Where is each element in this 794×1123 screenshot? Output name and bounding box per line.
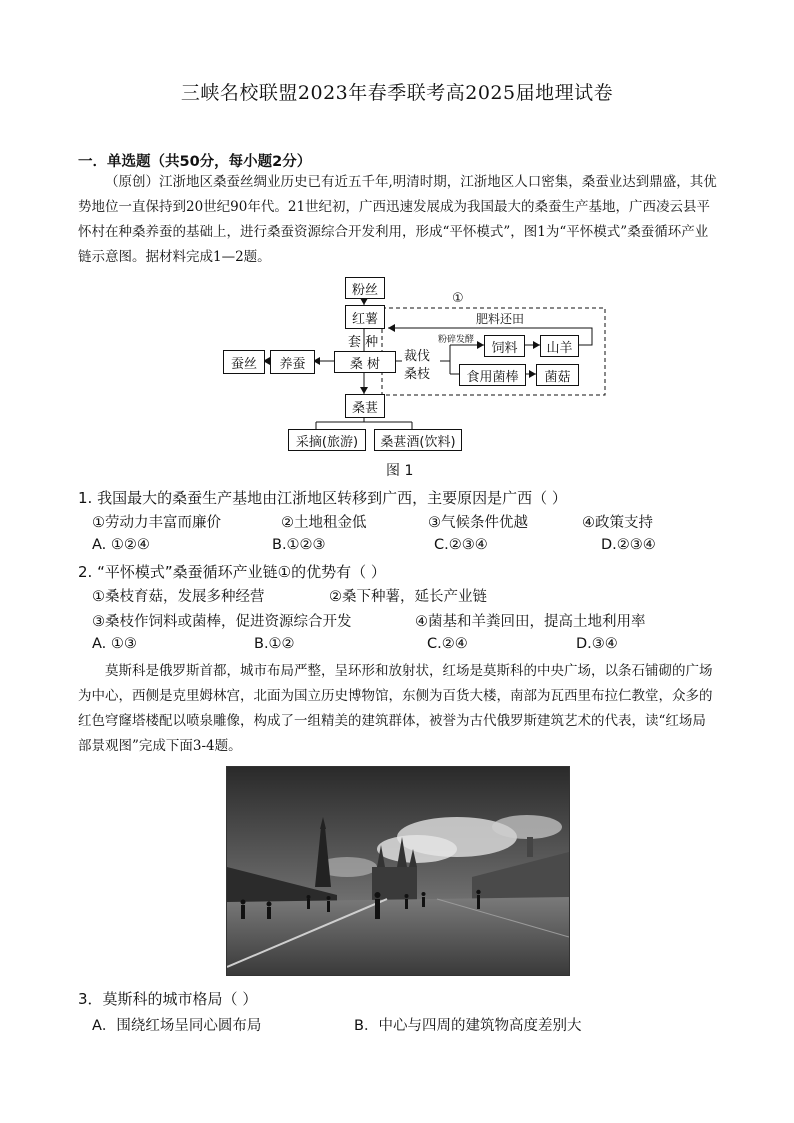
q1-stem: 1. 我国最大的桑蚕生产基地由江浙地区转移到广西，主要原因是广西（ ） [78,489,567,507]
node-caizhai: 采摘(旅游) [288,429,366,451]
q2-item-1: ①桑枝育菇，发展多种经营 [92,589,265,605]
q1-choice-c: C.②③④ [434,537,488,553]
label-caifa: 裁伐 [404,349,431,364]
q1-choice-d: D.②③④ [601,537,656,553]
q2-item-4: ④菌基和羊粪回田，提高土地利用率 [415,614,646,630]
page-title: 三峡名校联盟2023年春季联考高2025届地理试卷 [180,82,614,104]
label-marker-1: ① [452,291,464,306]
node-yangcan: 养蚕 [270,350,315,374]
red-square-photo [226,766,570,976]
q1-choice-b: B.①②③ [272,537,326,553]
q2-choice-d: D.③④ [576,636,618,652]
passage-2: 莫斯科是俄罗斯首都，城市布局严整，呈环形和放射状，红场是莫斯科的中央广场，以条石铺砌的广场为中心，西侧是克里姆林宫，北面为国立历史博物馆，东侧为百货大楼，南部为瓦西里布拉仁教堂，众多的红色穹窿塔楼配以喷泉雕像，构成了一组精美的建筑群体，被誉为古代俄罗斯建筑艺术的代表，读“红场局部景观图”完成下面3-4题。 [78,663,713,754]
diagram-lines [0,0,794,470]
q3-choice-a: A．围绕红场呈同心圆布局 [92,1018,262,1034]
passage-1: （原创）江浙地区桑蚕丝绸业历史已有近五千年,明清时期，江浙地区人口密集，桑蚕业达到鼎盛，其优势地位一直保持到20世纪90年代。21世纪初，广西迅速发展成为我国最大的桑蚕生产基地，广西凌云县平怀村在种桑养蚕的基础上，进行桑蚕资源综合开发利用，形成“平怀模式”，图1为“平怀模式”桑蚕循环产业链示意图。据材料完成1—2题。 [78,174,717,265]
q2-item-2: ②桑下种薯，延长产业链 [329,589,487,605]
section-heading: 一．单选题（共50分，每小题2分） [78,154,312,170]
figure-caption: 图 1 [386,463,414,479]
node-siliao: 饲料 [484,335,525,357]
label-taozhong: 套 种 [348,335,379,350]
node-sangshu: 桑 树 [334,351,396,373]
q2-choice-b: B.①② [254,636,295,652]
q1-item-4: ④政策支持 [582,515,653,531]
q3-choice-b: B．中心与四周的建筑物高度差别大 [354,1018,582,1034]
node-fensi: 粉丝 [345,277,385,299]
label-fensui: 粉碎发酵 [438,335,475,345]
red-square-photo-drawing [227,767,569,975]
q1-item-1: ①劳动力丰富而廉价 [92,515,221,531]
node-sangshen: 桑葚 [345,394,385,418]
node-hongshu: 红薯 [345,305,385,329]
q2-item-3: ③桑枝作饲料或菌棒，促进资源综合开发 [92,614,352,630]
cycle-diagram [0,0,794,479]
node-jungu: 菌菇 [536,364,579,386]
q1-choice-a: A. ①②④ [92,537,150,553]
label-fanhuan: 肥料还田 [476,312,525,326]
q2-choice-a: A. ①③ [92,636,137,652]
q3-stem: 3．莫斯科的城市格局（ ） [78,990,258,1008]
node-shanyang: 山羊 [540,335,579,357]
node-silk: 蚕丝 [223,350,265,374]
node-shiyongjunbang: 食用菌棒 [459,364,526,386]
q2-choice-c: C.②④ [427,636,468,652]
node-sangshenjiu: 桑葚酒(饮料) [374,429,462,451]
q1-item-3: ③气候条件优越 [428,515,528,531]
q2-stem: 2. “平怀模式”桑蚕循环产业链①的优势有（ ） [78,563,386,581]
q1-item-2: ②土地租金低 [281,515,367,531]
label-sangzhi: 桑枝 [404,367,431,382]
